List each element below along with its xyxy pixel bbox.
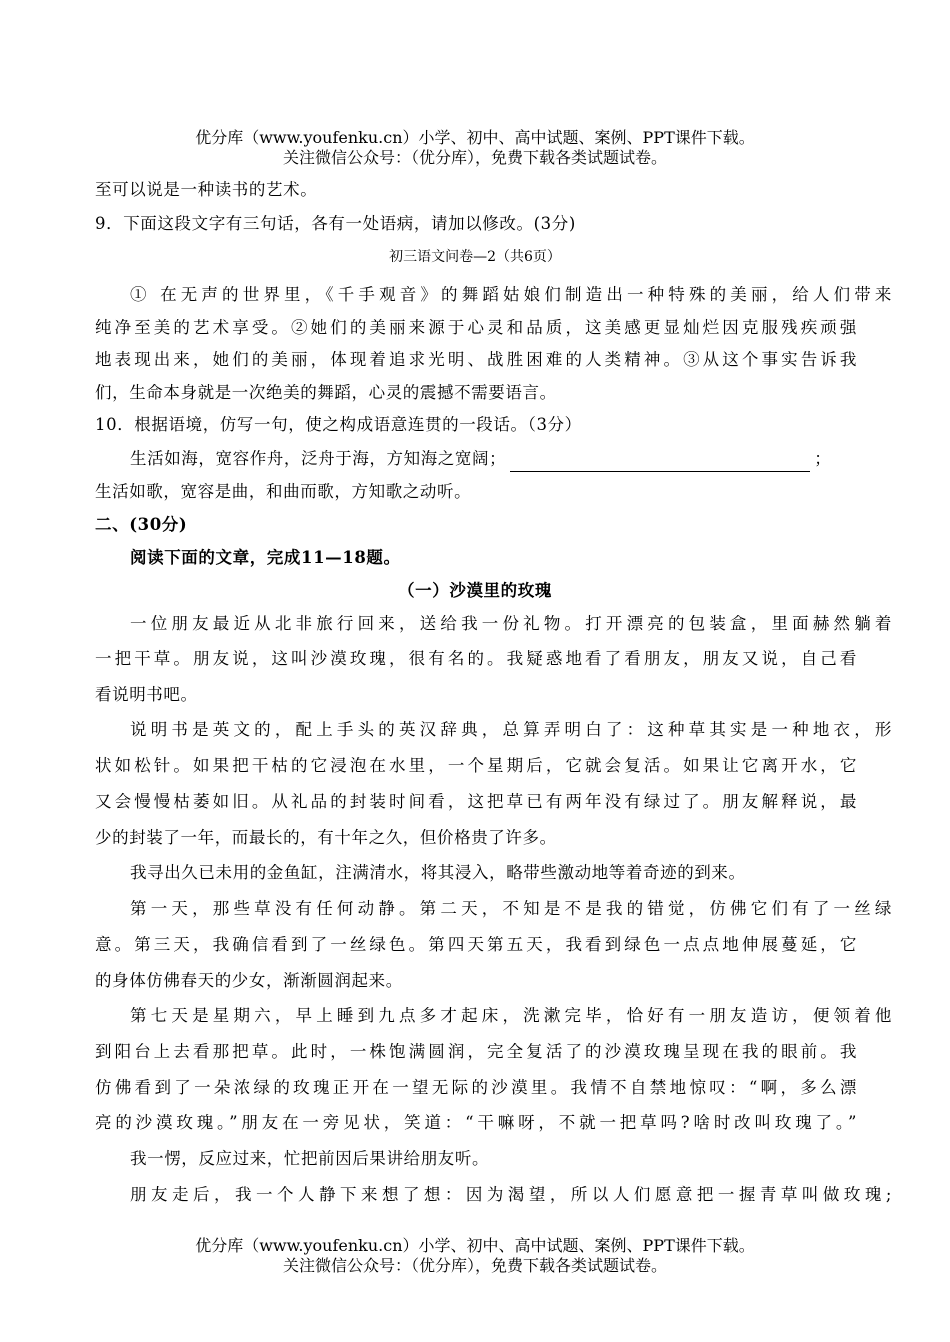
article-line: 意。第三天，我确信看到了一丝绿色。第四天第五天，我看到绿色一点点地伸展蔓延，它 (95, 935, 857, 954)
page-header (0, 128, 950, 168)
header-line-1: 优分库（www.youfenku.cn）小学、初中、高中试题、案例、PPT课件下载。 (195, 128, 755, 147)
article-line: 状如松针。如果把干枯的它浸泡在水里，一个星期后，它就会复活。如果让它离开水，它 (95, 756, 857, 775)
header-line-2: 关注微信公众号：（优分库），免费下载各类试题试卷。 (282, 148, 667, 167)
article-line: 到阳台上去看那把草。此时，一株饱满圆润，完全复活了的沙漠玫瑰呈现在我的眼前。我 (95, 1042, 857, 1061)
article-line: 说明书是英文的，配上手头的英汉辞典，总算弄明白了：这种草其实是一种地衣，形 (130, 720, 892, 739)
article-line: 一位朋友最近从北非旅行回来，送给我一份礼物。打开漂亮的包装盒，里面赫然躺着 (130, 614, 892, 633)
q10-prompt-text: 生活如海，宽容作舟，泛舟于海，方知海之宽阔； (130, 449, 507, 468)
article-line: 亮的沙漠玫瑰。”朋友在一旁见状，笑道：“干嘛呀，不就一把草吗?啥时改叫玫瑰了。” (95, 1113, 857, 1132)
article-line: 又会慢慢枯萎如旧。从礼品的封装时间看，这把草已有两年没有绿过了。朋友解释说，最 (95, 792, 857, 811)
q10-prompt-line-2: 生活如歌，宽容是曲，和曲而歌，方知歌之动听。 (95, 482, 472, 501)
article-line: 朋友走后，我一个人静下来想了想：因为渴望，所以人们愿意把一握青草叫做玫瑰; (130, 1185, 892, 1204)
article-line: 的身体仿佛春天的少女，渐渐圆润起来。 (95, 971, 403, 990)
question-9: 9．下面这段文字有三句话，各有一处语病，请加以修改。(3分) (95, 214, 576, 233)
q9-paragraph-line: 们，生命本身就是一次绝美的舞蹈，心灵的震撼不需要语言。 (95, 383, 557, 402)
text-line: 至可以说是一种读书的艺术。 (95, 180, 318, 199)
article-line: 我寻出久已未用的金鱼缸，注满清水，将其浸入，略带些激动地等着奇迹的到来。 (130, 863, 746, 882)
article-line: 一把干草。朋友说，这叫沙漠玫瑰，很有名的。我疑惑地看了看朋友，朋友又说，自己看 (95, 649, 857, 668)
q9-paragraph-line: ① 在无声的世界里，《千手观音》的舞蹈姑娘们制造出一种特殊的美丽，给人们带来 (130, 285, 892, 304)
article-title: （一）沙漠里的玫瑰 (398, 581, 552, 600)
page-number: 初三语文问卷—2（共6页） (389, 249, 561, 265)
question-10: 10．根据语境，仿写一句，使之构成语意连贯的一段话。（3分） (95, 415, 582, 434)
footer-line-2: 关注微信公众号：（优分库），免费下载各类试题试卷。 (282, 1256, 667, 1275)
q9-paragraph-line: 地表现出来，她们的美丽，体现着追求光明、战胜困难的人类精神。③从这个事实告诉我 (95, 350, 857, 369)
article-line: 看说明书吧。 (95, 685, 198, 704)
q10-prompt-end: ； (814, 449, 832, 468)
footer-line-1: 优分库（www.youfenku.cn）小学、初中、高中试题、案例、PPT课件下载。 (195, 1236, 755, 1255)
page-footer (0, 1236, 950, 1276)
article-line: 仿佛看到了一朵浓绿的玫瑰正开在一望无际的沙漠里。我情不自禁地惊叹：“啊，多么漂 (95, 1078, 857, 1097)
section-2-instruction: 阅读下面的文章，完成11—18题。 (130, 548, 401, 567)
article-line: 第一天，那些草没有任何动静。第二天，不知是不是我的错觉，仿佛它们有了一丝绿 (130, 899, 892, 918)
q10-prompt-line (95, 446, 892, 472)
article-line: 我一愣，反应过来，忙把前因后果讲给朋友听。 (130, 1149, 490, 1168)
article-line: 第七天是星期六，早上睡到九点多才起床，洗漱完毕，恰好有一朋友造访，便领着他 (130, 1006, 892, 1025)
q10-answer-blank[interactable] (510, 453, 810, 472)
section-2-heading: 二、(30分) (95, 515, 188, 534)
article-line: 少的封装了一年，而最长的，有十年之久，但价格贵了许多。 (95, 828, 557, 847)
q9-paragraph-line: 纯净至美的艺术享受。②她们的美丽来源于心灵和品质，这美感更显灿烂因克服残疾顽强 (95, 318, 857, 337)
